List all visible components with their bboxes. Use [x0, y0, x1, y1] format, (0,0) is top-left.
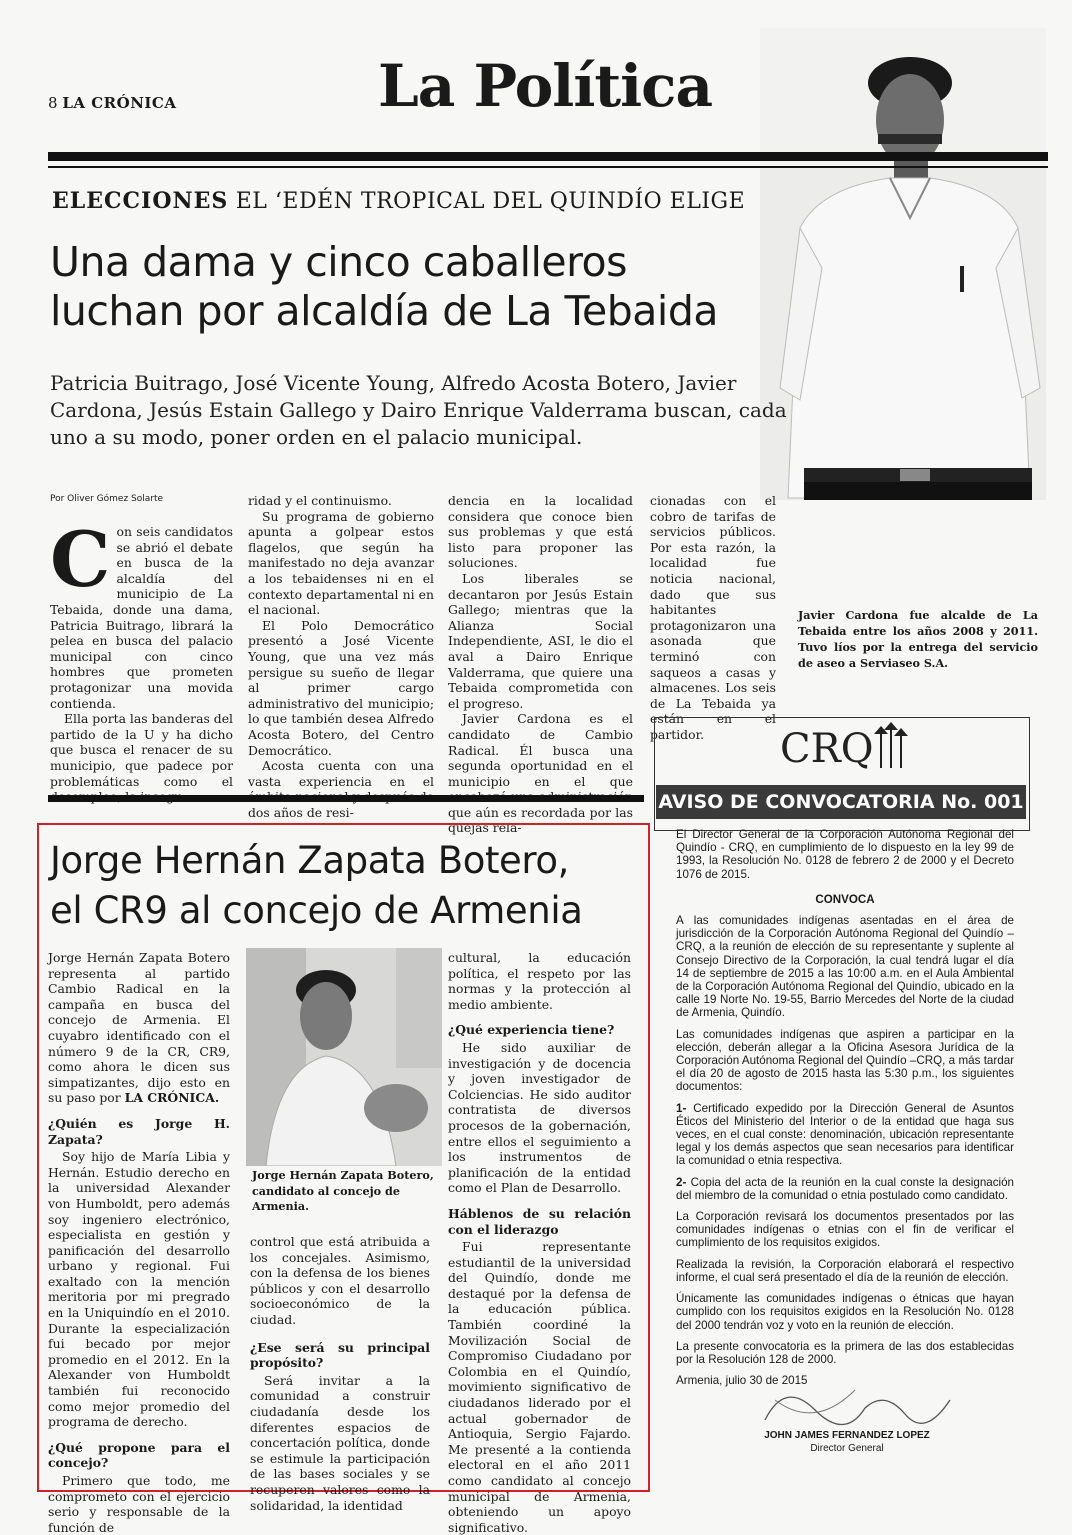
headline2-line-1: Jorge Hernán Zapata Botero, — [50, 839, 570, 882]
article2-column-3 — [448, 950, 631, 1535]
item-1-text: Certificado expedido por la Dirección General de Asuntos Éticos del Ministerio del Interior o de la entidad que haga sus veces, en el cual conste: denominación, ubicación representante legal y los demás aspectos que sean necesarios para identificar la comunidad o etnia respectiva. — [676, 1101, 1014, 1168]
col2-paragraph-3: El Polo Democrático presentó a José Vicente Young, que una vez más persigue su sueño de llegar al primer cargo administrativo del municipio; lo que también desea Alfredo Acosta Botero, del Centro Democrático. — [248, 617, 434, 758]
question-2: ¿Qué propone para el concejo? — [48, 1439, 230, 1471]
answer-5: Fui representante estudiantil de la universidad del Quindío, donde me destaqué por la defensa de la educación pública. También coordiné la Movilización Social de Compromiso Ciudadano por Colombia en el Quindío, movimiento significativo de ciudadanos liderado por el actual gobernador de Antioquia, Sergio Fajardo. Me presenté a la contienda electoral en el año 2011 como candidato al concejo municipal de Armenia, obteniendo un apoyo significativo. — [448, 1239, 631, 1535]
photo1-caption: Javier Cardona fue alcalde de La Tebaida entre los años 2008 y 2011. Tuvo líos por la entrega del servicio de aseo a Serviaseo S.A. — [798, 608, 1038, 670]
signature-scribble — [755, 1370, 955, 1430]
photo-jorge-zapata — [246, 948, 442, 1166]
col3-paragraph-2: Los liberales se decantaron por Jesús Estain Gallego; mientras que la Alianza Social Independiente, ASI, le dio el aval a Dairo Enrique Valderrama, que quiere una Tebaida comprometida con el progreso. — [448, 570, 633, 711]
col3-continuation: cultural, la educación política, el respeto por las normas y la protección al medio ambiente. — [448, 950, 631, 1012]
header-rule-thin — [48, 166, 1048, 168]
col4-paragraph-1: cionadas con el cobro de tarifas de servicios públicos. Por esta razón, la localidad fue noticia nacional, dado que sus habitantes protagonizaron una asonada que terminó con saqueos a casas y almacenes. Los seis de La Tebaida ya están en el partidor. — [650, 493, 776, 742]
crq-logo-text: CRQ — [780, 726, 874, 772]
col1-paragraph-1: on seis candidatos se abrió el debate en busca de la alcaldía del municipio de La Tebaida, donde una dama, Patricia Buitrago, librará la pelea en busca del palacio municipal con cinco hombres que prometen protagonizar una movida contienda. — [50, 524, 233, 711]
question-3: ¿Ese será su principal propósito? — [250, 1339, 430, 1371]
kicker-label: ELECCIONES — [52, 188, 229, 214]
notice-paragraph-1: El Director General de la Corporación Autónoma Regional del Quindío - CRQ, en cumplimiento de lo dispuesto en la ley 99 de 1993, la Resolución No. 0128 de febrero 2 de 2000 y el Decreto 1076 de 2015. — [676, 828, 1014, 881]
col2-paragraph-4: Acosta cuenta con una vasta experiencia en el dos años de resi- — [248, 758, 434, 820]
answer-2: Primero que todo, me comprometo con el ejercicio serio y responsable de la función de — [48, 1473, 230, 1535]
page-number: 8 — [48, 94, 58, 112]
article1-headline — [50, 238, 770, 336]
notice-paragraph-6: Únicamente las comunidades indígenas o étnicas que hayan cumplido con los requisitos exigidos en la Resolución No. 0128 del 2000 tendrán voz y voto en la reunión de elección. — [676, 1292, 1014, 1332]
answer-3: Será invitar a la comunidad a construir ciudadanía desde los diferentes espacios de concertación política, donde se estimule la participación de las bases sociales y se recuperen valores como la solidaridad, la identidad — [250, 1372, 430, 1513]
notice-item-1 — [676, 1102, 1014, 1168]
header-rule-thick — [48, 152, 1048, 161]
notice-paragraph-7: La presente convocatoria es la primera de las dos establecidas por la Resolución 128 de 2000. — [676, 1339, 1014, 1366]
article1-kicker — [52, 188, 745, 214]
item-2-text: Copia del acta de la reunión en la cual conste la designación del miembro de la comunidad o etnia postulado como candidato. — [676, 1175, 1014, 1202]
headline2-line-2: el CR9 al concejo de Armenia — [50, 889, 583, 932]
col3-paragraph-1: dencia en la localidad considera que conoce bien sus problemas y que está listo para proponer las soluciones. — [448, 493, 633, 571]
answer-4: He sido auxiliar de investigación y de docencia y joven investigador de Colciencias. He sido auditor contratista de diversos procesos de la gobernación, entre ellos el seguimiento a los instrumentos de planificación de la entidad como el Plan de Desarrollo. — [448, 1039, 631, 1196]
col2-paragraph-2: Su programa de gobierno apunta a golpear estos flagelos, que según ha manifestado no deja avanzar a los tebaidenses ni en el contexto departamental ni en el nacional. — [248, 508, 434, 618]
crq-logo — [780, 720, 910, 772]
answer-1: Soy hijo de María Libia y Hernán. Estudio derecho en la universidad Alexander von Humboldt, pero además soy ingeniero electrónico, especialista en gestión y panificación del desarrollo urbano y regional. Fui exaltado con la mención meritoria por mi pregrado en la Uniquindío en el 2010. Durante la especialización fui becado por mejor promedio en el 2012. En la Alexander von Humboldt también fui reconocido como mejor promedio del programa de derecho. — [48, 1149, 230, 1430]
signer-name: JOHN JAMES FERNANDEZ LOPEZ — [764, 1430, 930, 1441]
photo2-caption: Jorge Hernán Zapata Botero, candidato al concejo de Armenia. — [252, 1168, 434, 1213]
col2-paragraph-1: ridad y el continuismo. — [248, 493, 392, 508]
item-1-number: 1- — [676, 1101, 687, 1115]
col1-paragraph-2: Ella porta las banderas del partido de la U y ha dicho que busca el renacer de su municipio, que padece por problemáticas como el — [50, 711, 233, 789]
article1-column-1 — [50, 515, 233, 805]
signature-icon — [755, 1370, 955, 1430]
article2-column-1 — [48, 950, 230, 1535]
question-4: ¿Qué experiencia tiene? — [448, 1022, 615, 1038]
notice-body — [676, 828, 1014, 1395]
item-2-number: 2- — [676, 1175, 687, 1189]
notice-banner: AVISO DE CONVOCATORIA No. 001 — [656, 785, 1026, 819]
article1-byline: Por Oliver Gómez Solarte — [50, 494, 164, 504]
question-1: ¿Quién es Jorge H. Zapata? — [48, 1115, 230, 1147]
notice-place-date: Armenia, julio 30 de 2015 — [676, 1374, 808, 1388]
article2-column-2 — [250, 1234, 430, 1513]
page-header-left — [48, 94, 177, 112]
article1-column-3 — [448, 493, 633, 836]
notice-paragraph-5: Realizada la revisión, la Corporación elaborará el respectivo informe, el cual será presentado el día de la reunión de elección. — [676, 1257, 1014, 1284]
dropcap: C — [50, 515, 111, 604]
notice-convoca: CONVOCA — [815, 892, 875, 906]
article1-deck: Patricia Buitrago, José Vicente Young, Alfredo Acosta Botero, Javier Cardona, Jesús Estain Gallego y Dairo Enrique Valderrama buscan, cada uno a su modo, poner orden en el palacio municipal. — [50, 371, 787, 449]
section-title: La Política — [378, 52, 713, 120]
notice-paragraph-2: A las comunidades indígenas asentadas en el área de jurisdicción de la Corporación Autónoma Regional del Quindío – CRQ, a la reunión de elección de su representante y suplente al Consejo Directivo de la Corporación, la cual tendrá lugar el día 14 de septiembre de 2015 a las 10:00 a.m. en el Aula Ambiental de la Corporación Autónoma Regional del Quindío, ubicado en la calle 19 Norte No. 19-55, Barrio Mercedes del Norte de la ciudad de Armenia, Quindío. — [676, 914, 1014, 1020]
article1-column-2 — [248, 493, 434, 820]
article2-headline — [50, 836, 640, 936]
newspaper-name: LA CRÓNICA — [62, 94, 177, 112]
crq-logo-mark — [780, 720, 910, 772]
notice-paragraph-3: Las comunidades indígenas que aspiren a participar en la elección, deberán allegar a la Oficina Asesora Jurídica de la Corporación Autónoma Regional del Quindío –CRQ, a más tardar el día 20 de agosto de 2015 hasta las 5:30 p.m., los siguientes documentos: — [676, 1027, 1014, 1094]
col2-continuation: control que está atribuida a los concejales. Asimismo, con la defensa de los bienes públicos y con el desarrollo socioeconómico de la ciudad. — [250, 1234, 430, 1327]
article1-column-4 — [650, 493, 776, 743]
col3-paragraph-3: Javier Cardona es el candidato de Cambio Radical. Él busca una segunda oportunidad en el municipio en el que que aún es recordada por las quejas rela- — [448, 711, 633, 836]
notice-paragraph-4: La Corporación revisará los documentos presentados por las comunidades indígenas o etnias con el fin de verificar el cumplimiento de los requisitos exigidos. — [676, 1210, 1014, 1250]
notice-item-2 — [676, 1176, 1014, 1202]
standing-man-illustration — [760, 28, 1046, 500]
headline-line-1: Una dama y cinco caballeros — [50, 238, 627, 286]
intro-bold: LA CRÓNICA. — [124, 1090, 220, 1106]
headline-line-2: luchan por alcaldía de La Tebaida — [50, 287, 718, 335]
intro-text: Jorge Hernán Zapata Botero representa al partido Cambio Radical en la campaña en busca del concejo de Armenia. El cuyabro identificado con el número 9 de la CR, CR9, como ahora le dicen sus simpatizantes, dijo esto en su paso por — [48, 950, 230, 1106]
photo-javier-cardona — [760, 28, 1046, 500]
interview-portrait-illustration — [246, 948, 442, 1166]
signer-role: Director General — [810, 1443, 884, 1454]
kicker-text: EL ‘EDÉN TROPICAL DEL QUINDÍO ELIGE — [235, 189, 746, 214]
question-5: Háblenos de su relación con el liderazgo — [448, 1205, 631, 1237]
article-separator-rule — [48, 795, 644, 802]
